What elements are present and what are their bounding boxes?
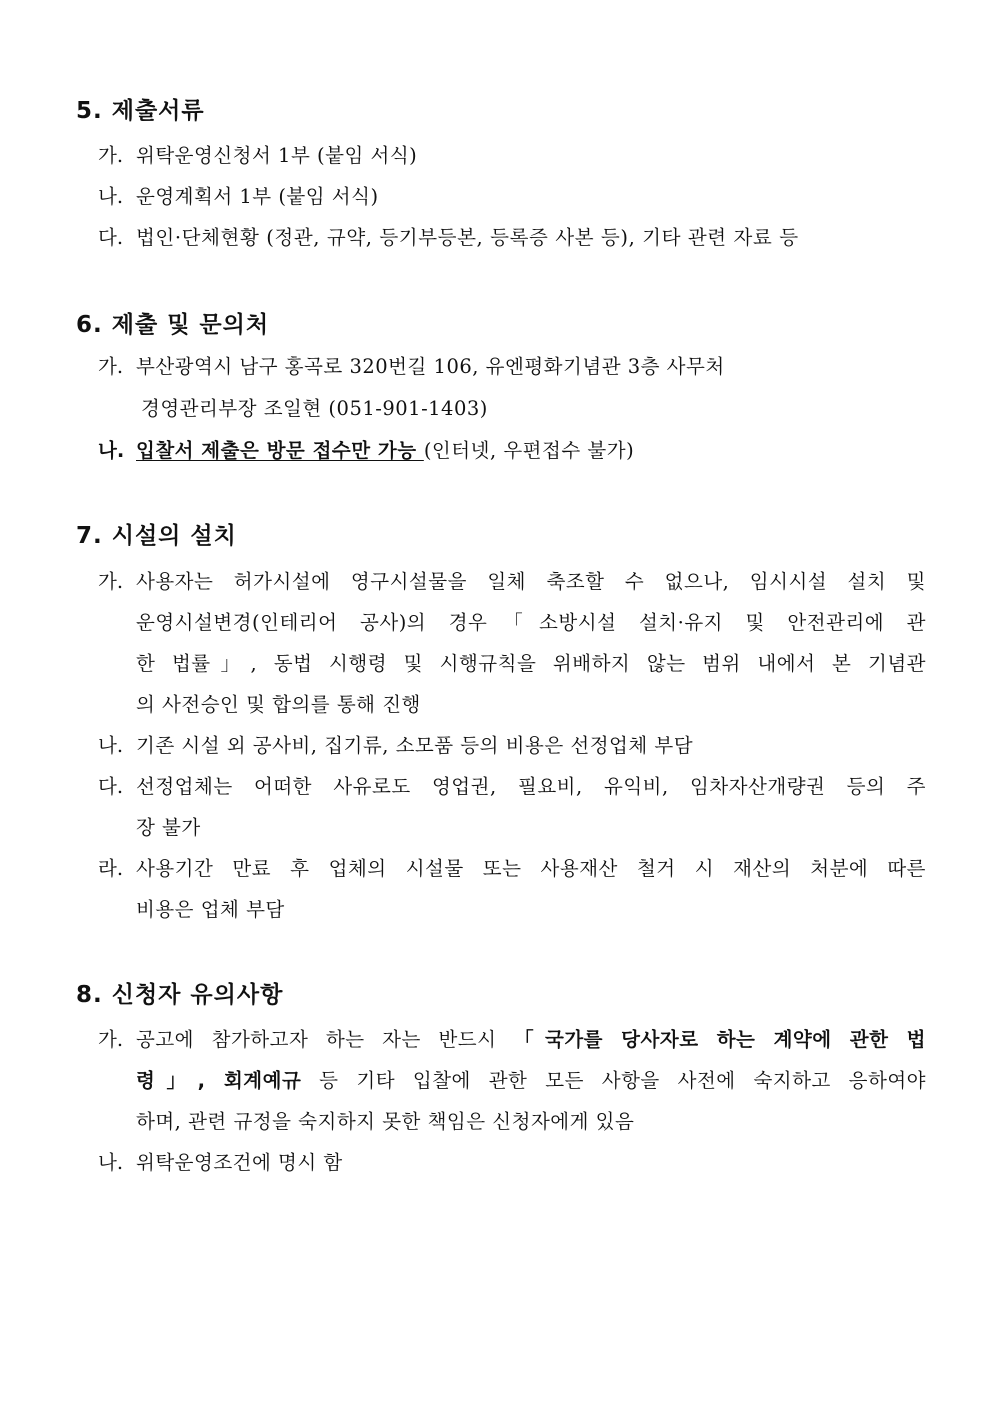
item-marker: 나. <box>98 734 124 757</box>
item-text <box>136 1065 926 1093</box>
item-text: 장 불가 <box>136 816 201 839</box>
item-text: 위탁운영조건에 명시 함 <box>136 1151 343 1174</box>
item-marker: 다. <box>98 226 124 249</box>
emphasis-text: 입찰서 제출은 방문 접수만 가능 <box>136 439 424 462</box>
item-text-plain: 등 기타 입찰에 관한 모든 사항을 사전에 숙지하고 응하여야 <box>301 1069 927 1092</box>
section-7-heading: 7. 시설의 설치 <box>76 523 237 549</box>
item-text-rest: (인터넷, 우편접수 불가) <box>423 439 635 462</box>
item-text: 한 법률」, 동법 시행령 및 시행규칙을 위배하지 않는 범위 내에서 본 기념관 <box>136 652 926 675</box>
item-marker: 나. <box>98 185 124 208</box>
item-marker: 나. <box>98 439 125 462</box>
item-marker: 가. <box>98 144 124 167</box>
item-marker: 다. <box>98 775 124 798</box>
section-5-heading: 5. 제출서류 <box>76 98 205 124</box>
item-text: 사용자는 허가시설에 영구시설물을 일체 축조할 수 없으나, 임시시설 설치 및 <box>136 570 926 593</box>
item-text: 선정업체는 어떠한 사유로도 영업권, 필요비, 유익비, 임차자산개량권 등의 주 <box>136 775 926 798</box>
item-text-plain: 공고에 참가하고자 하는 자는 반드시 <box>136 1028 515 1051</box>
item-text: 비용은 업체 부담 <box>136 898 285 921</box>
item-text: 법인·단체현황 (정관, 규약, 등기부등본, 등록증 사본 등), 기타 관련 자료 등 <box>136 226 799 249</box>
item-text: 위탁운영신청서 1부 (붙임 서식) <box>136 144 418 167</box>
section-6-heading: 6. 제출 및 문의처 <box>76 312 270 338</box>
item-text: 운영계획서 1부 (붙임 서식) <box>136 185 379 208</box>
item-text: 의 사전승인 및 합의를 통해 진행 <box>136 693 421 716</box>
item-marker: 나. <box>98 1151 124 1174</box>
item-text: 사용기간 만료 후 업체의 시설물 또는 사용재산 철거 시 재산의 처분에 따른 <box>136 857 926 880</box>
section-8-heading: 8. 신청자 유의사항 <box>76 982 284 1008</box>
law-title-bold: 령」, 회계예규 <box>136 1069 302 1092</box>
item-text: 기존 시설 외 공사비, 집기류, 소모품 등의 비용은 선정업체 부담 <box>136 734 694 757</box>
item-text <box>136 1024 926 1052</box>
item-text: 부산광역시 남구 홍곡로 320번길 106, 유엔평화기념관 3층 사무처 <box>136 355 725 378</box>
law-title-bold: 「국가를 당사자로 하는 계약에 관한 법 <box>514 1028 926 1051</box>
item-text <box>136 435 634 463</box>
item-text: 운영시설변경(인테리어 공사)의 경우「소방시설 설치·유지 및 안전관리에 관 <box>136 611 926 634</box>
item-marker: 라. <box>98 857 124 880</box>
item-marker: 가. <box>98 355 124 378</box>
item-marker: 가. <box>98 570 124 593</box>
item-text: 하며, 관련 규정을 숙지하지 못한 책임은 신청자에게 있음 <box>136 1110 635 1133</box>
item-text: 경영관리부장 조일현 (051-901-1403) <box>141 397 488 420</box>
item-marker: 가. <box>98 1028 124 1051</box>
